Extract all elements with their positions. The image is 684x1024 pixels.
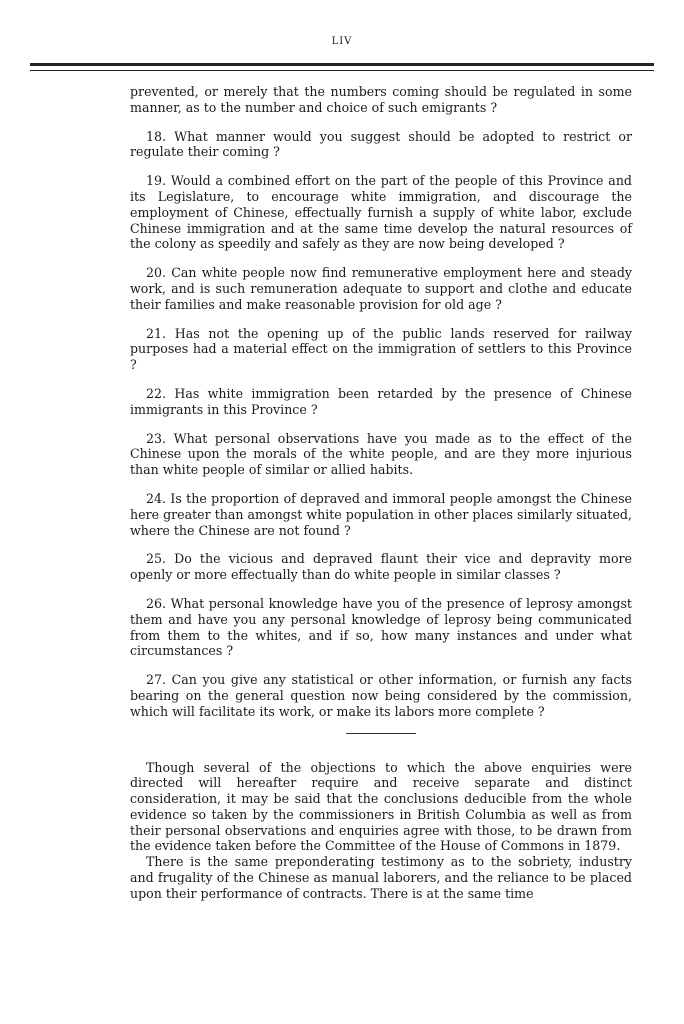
header-rule-thin — [30, 70, 654, 71]
closing-paragraph-2: There is the same preponderating testimony as to the sobriety, industry and frugality of the Chinese as manual laborers, and the reliance to be placed upon their performance of contracts. There is at the same time — [130, 854, 632, 901]
page-body — [130, 84, 632, 902]
question-continuation: prevented, or merely that the numbers coming should be regulated in some manner, as to the number and choice of such emigrants ? — [130, 84, 632, 115]
closing-section — [130, 760, 632, 902]
question-24: 24. Is the proportion of depraved and immoral people amongst the Chinese here greater than amongst white population in other places similarly situated, where the Chinese are not found ? — [130, 490, 632, 538]
page-number: LIV — [331, 36, 353, 47]
question-26: 26. What personal knowledge have you of the presence of leprosy amongst them and have you any personal knowledge of leprosy being communicated from them to the whites, and if so, how many instances and under what circumstances ? — [130, 595, 632, 659]
question-23: 23. What personal observations have you made as to the effect of the Chinese upon the morals of the white people, and are they more injurious than white people of similar or allied habits. — [130, 430, 632, 478]
question-27: 27. Can you give any statistical or other information, or furnish any facts bearing on the general question now being considered by the commission, which will facilitate its work, or make its labors more complete ? — [130, 672, 632, 719]
question-25: 25. Do the vicious and depraved flaunt their vice and depravity more openly or more effectually than do white people in similar classes ? — [130, 551, 632, 583]
question-19: 19. Would a combined effort on the part of the people of this Province and its Legislature, to encourage white immigration, and discourage the employment of Chinese, effectually furnish a supply of white labor, exclude Chinese immigration and at the same time develop the natural resources of the colony as speedily and safely as they are now being developed ? — [130, 173, 632, 252]
section-divider — [346, 733, 416, 734]
question-18: 18. What manner would you suggest should be adopted to restrict or regulate their coming ? — [130, 128, 632, 160]
header-rule-thick — [30, 63, 654, 66]
closing-paragraph-1: Though several of the objections to which the above enquiries were directed will hereafter require and receive separate and distinct consideration, it may be said that the conclusions deducible from the whole evidence so taken by the commissioners in British Columbia as well as from their personal observations and enquiries agree with those, to be drawn from the evidence taken before the Committee of the House of Commons in 1879. — [130, 759, 632, 854]
question-22: 22. Has white immigration been retarded by the presence of Chinese immigrants in this Province ? — [130, 385, 632, 417]
question-21: 21. Has not the opening up of the public lands reserved for railway purposes had a material effect on the immigration of settlers to this Province ? — [130, 325, 632, 373]
question-20: 20. Can white people now find remunerative employment here and steady work, and is such remuneration adequate to support and clothe and educate their families and make reasonable provision for old age ? — [130, 265, 632, 312]
